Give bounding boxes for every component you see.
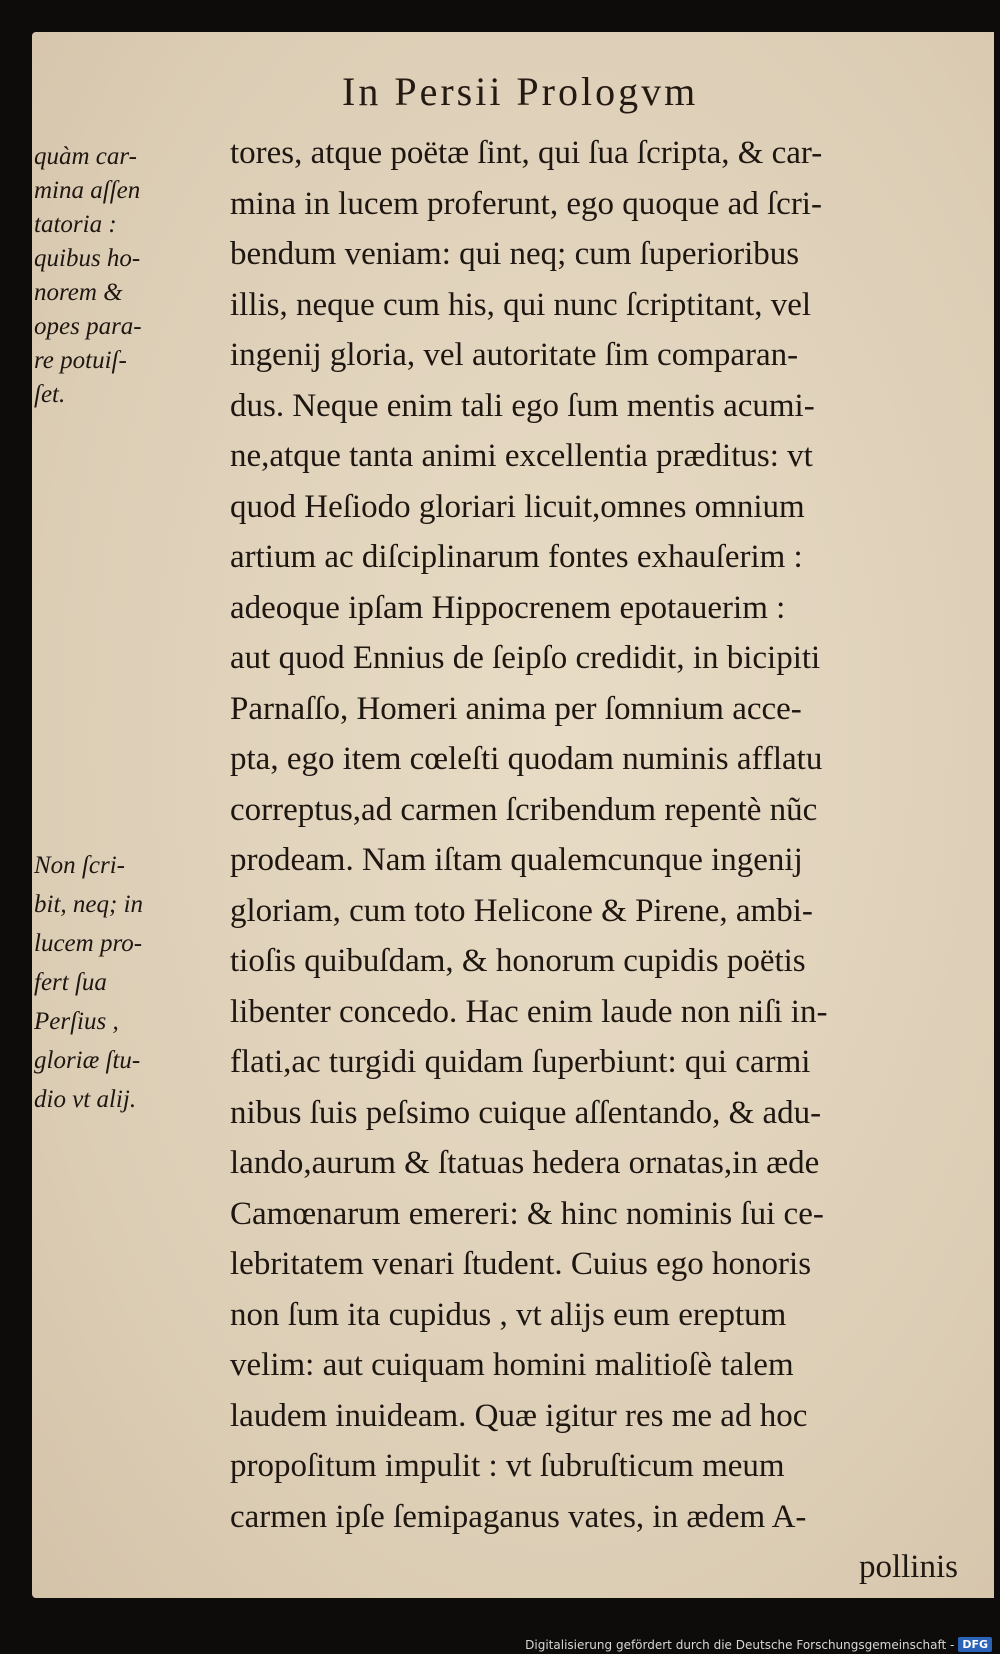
text-line: propoſitum impulit : vt ſubruſticum meum (230, 1448, 785, 1484)
text-line: lando,aurum & ſtatuas hedera ornatas,in æde (230, 1145, 820, 1181)
text-line: bendum veniam: qui neq; cum ſuperioribus (230, 236, 800, 272)
catchword: pollinis (858, 1549, 958, 1585)
text-line: prodeam. Nam iſtam qualemcunque ingenij (230, 842, 803, 878)
book-page (32, 32, 994, 1598)
margin-note-line: gloriæ ſtu- (34, 1047, 141, 1074)
margin-note-1 (34, 140, 224, 412)
text-line: illis, neque cum his, qui nunc ſcriptitant, vel (230, 286, 812, 323)
footer-credit (525, 1637, 992, 1652)
main-text-block (230, 128, 970, 1593)
margin-note-line: tatoria : (34, 211, 117, 238)
text-line: quod Heſiodo gloriari licuit,omnes omnium (230, 488, 805, 525)
text-line: tioſis quibuſdam, & honorum cupidis poëtis (230, 943, 806, 979)
margin-note-line: ſet. (34, 381, 66, 408)
credit-text: Digitalisierung gefördert durch die Deutsche Forschungsgemeinschaft - (525, 1637, 955, 1652)
text-line: carmen ipſe ſemipaganus vates, in ædem A- (230, 1498, 807, 1535)
text-line: mina in lucem proferunt, ego quoque ad ſcri- (230, 185, 822, 222)
text-line: Parnaſſo, Homeri anima per ſomnium acce- (230, 690, 802, 727)
margin-note-line: Perſius , (34, 1008, 119, 1035)
text-line: nibus ſuis peſsimo cuique aſſentando, & adu- (230, 1094, 822, 1131)
dfg-logo: DFG (958, 1637, 992, 1652)
text-line: correptus,ad carmen ſcribendum repentè nũc (230, 791, 818, 828)
margin-note-line: opes para- (34, 313, 142, 340)
text-line: pta, ego item cœleſti quodam numinis afflatu (230, 741, 823, 777)
text-line: non ſum ita cupidus , vt alijs eum ereptum (230, 1296, 787, 1333)
text-line: velim: aut cuiquam homini malitioſè talem (230, 1347, 794, 1383)
margin-note-line: mina aſſen (34, 177, 141, 204)
text-line: flati,ac turgidi quidam ſuperbiunt: qui carmi (230, 1044, 811, 1080)
text-line: ne,atque tanta animi excellentia præditus: vt (230, 438, 813, 474)
text-line: Camœnarum emereri: & hinc nominis ſui ce- (230, 1195, 824, 1232)
text-line: artium ac diſciplinarum fontes exhauſerim : (230, 539, 803, 575)
margin-note-line: fert ſua (34, 969, 107, 996)
text-line: libenter concedo. Hac enim laude non niſi in- (230, 993, 828, 1030)
margin-note-line: bit, neq; in (34, 891, 144, 918)
margin-note-line: dio vt alij. (34, 1086, 137, 1113)
text-line: ingenij gloria, vel autoritate ſim comparan- (230, 337, 799, 373)
running-head: In Persii Prologvm (342, 69, 699, 114)
text-line: gloriam, cum toto Helicone & Pirene, ambi- (230, 892, 813, 929)
text-line: dus. Neque enim tali ego ſum mentis acumi- (230, 387, 815, 424)
margin-note-line: re potuiſ- (34, 347, 127, 374)
margin-note-line: lucem pro- (34, 930, 143, 957)
text-line: aut quod Ennius de ſeipſo credidit, in bicipiti (230, 640, 821, 676)
margin-note-line: quibus ho- (34, 245, 141, 272)
text-line: lebritatem venari ſtudent. Cuius ego honoris (230, 1246, 812, 1282)
margin-note-line: quàm car- (34, 143, 137, 170)
margin-note-line: Non ſcri- (34, 852, 125, 879)
text-line: adeoque ipſam Hippocrenem epotauerim : (230, 589, 786, 626)
text-line: laudem inuideam. Quæ igitur res me ad hoc (230, 1397, 808, 1434)
margin-note-2 (34, 846, 224, 1119)
margin-note-line: norem & (34, 279, 123, 306)
text-line: tores, atque poëtæ ſint, qui ſua ſcripta, & car- (230, 135, 823, 171)
